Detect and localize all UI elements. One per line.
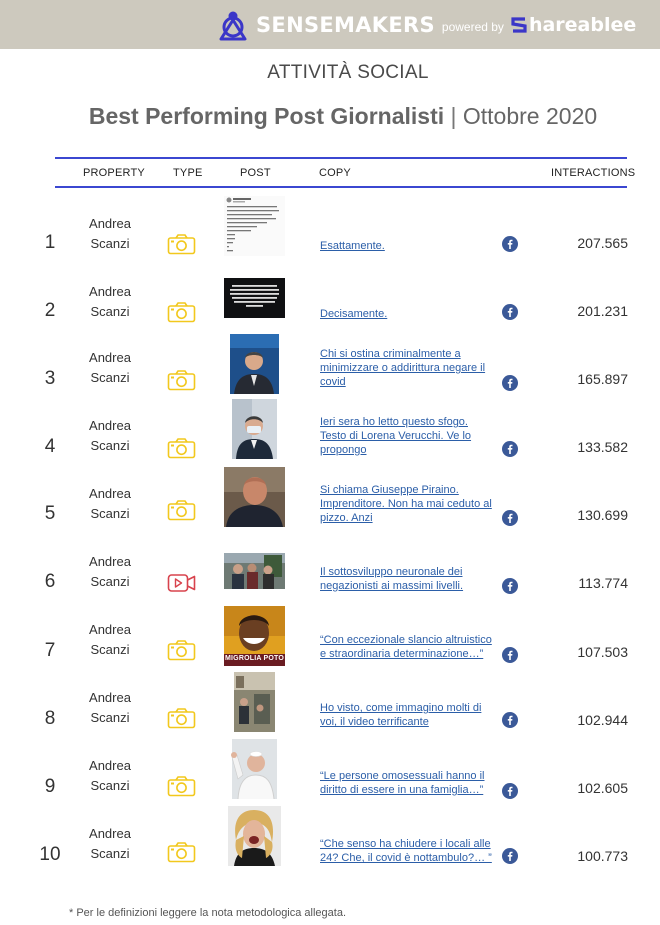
post-thumbnail[interactable] bbox=[224, 539, 285, 599]
rank-number: 8 bbox=[44, 708, 56, 729]
facebook-icon bbox=[502, 712, 518, 728]
facebook-icon bbox=[502, 578, 518, 594]
video-camera-icon bbox=[167, 572, 196, 594]
property-name: Andrea Scanzi bbox=[89, 350, 131, 385]
facebook-icon bbox=[502, 375, 518, 391]
title-main: Best Performing Post Giornalisti bbox=[88, 103, 445, 129]
column-header-property: PROPERTY bbox=[83, 167, 145, 179]
post-copy-link[interactable]: Il sottosviluppo neuronale dei negazionisti ai massimi livelli. bbox=[320, 566, 464, 592]
property-name: Andrea Scanzi bbox=[89, 622, 131, 657]
facebook-icon bbox=[502, 783, 518, 799]
table-row bbox=[0, 196, 660, 264]
partner-brand bbox=[510, 14, 636, 36]
post-copy-link[interactable]: “Che senso ha chiudere i locali alle 24? Che, il covid è nottambulo?… ” bbox=[320, 838, 492, 864]
post-thumbnail[interactable] bbox=[224, 196, 285, 256]
camera-icon bbox=[167, 437, 196, 459]
post-thumbnail[interactable] bbox=[224, 334, 285, 394]
camera-icon bbox=[167, 499, 196, 521]
header-top-rule bbox=[55, 157, 627, 159]
interactions-count: 113.774 bbox=[578, 575, 628, 591]
interactions-count: 165.897 bbox=[577, 371, 628, 387]
rank-number: 7 bbox=[44, 640, 56, 661]
post-copy-link[interactable]: Si chiama Giuseppe Piraino. Imprenditore. Non ha mai ceduto al pizzo. Anzi bbox=[320, 484, 492, 524]
post-copy-link[interactable]: Ieri sera ho letto questo sfogo. Testo di Lorena Verucchi. Ve lo propongo bbox=[320, 416, 472, 456]
camera-icon bbox=[167, 369, 196, 391]
camera-icon bbox=[167, 233, 196, 255]
rank-number: 5 bbox=[44, 503, 56, 524]
property-name: Andrea Scanzi bbox=[89, 216, 131, 251]
post-thumbnail[interactable] bbox=[224, 806, 285, 866]
table-row bbox=[0, 535, 660, 603]
interactions-count: 100.773 bbox=[577, 848, 628, 864]
post-copy-link[interactable]: Decisamente. bbox=[320, 308, 388, 320]
property-name: Andrea Scanzi bbox=[89, 418, 131, 453]
table-row bbox=[0, 467, 660, 535]
camera-icon bbox=[167, 639, 196, 661]
rank-number: 1 bbox=[44, 232, 56, 253]
rank-number: 3 bbox=[44, 368, 56, 389]
title-separator: | bbox=[450, 103, 457, 129]
facebook-icon bbox=[502, 510, 518, 526]
title-period: Ottobre 2020 bbox=[462, 103, 598, 129]
table-row bbox=[0, 604, 660, 672]
post-copy-link[interactable]: “Le persone omosessuali hanno il diritto di essere in una famiglia…” bbox=[320, 770, 485, 796]
column-header-copy: COPY bbox=[319, 167, 351, 179]
property-name: Andrea Scanzi bbox=[89, 826, 131, 861]
thumbnail-caption: MIGROLIA POTO bbox=[225, 655, 284, 662]
property-name: Andrea Scanzi bbox=[89, 690, 131, 725]
powered-by-label: powered by bbox=[441, 20, 504, 34]
rank-number: 4 bbox=[44, 436, 56, 457]
table-row bbox=[0, 808, 660, 876]
table-row bbox=[0, 740, 660, 808]
post-copy-link[interactable]: Ho visto, come immagino molti di voi, il video terrificante bbox=[320, 702, 482, 728]
interactions-count: 207.565 bbox=[577, 235, 628, 251]
header-bottom-rule bbox=[55, 186, 627, 188]
brand-header bbox=[216, 8, 636, 42]
column-header-post: POST bbox=[240, 167, 271, 179]
post-thumbnail[interactable] bbox=[224, 739, 285, 799]
column-header-interactions: INTERACTIONS bbox=[551, 167, 636, 179]
rank-number: 6 bbox=[44, 571, 56, 592]
facebook-icon bbox=[502, 647, 518, 663]
shareablee-logo-icon bbox=[510, 16, 528, 34]
interactions-count: 102.605 bbox=[577, 780, 628, 796]
facebook-icon bbox=[502, 304, 518, 320]
property-name: Andrea Scanzi bbox=[89, 284, 131, 319]
table-row bbox=[0, 672, 660, 740]
facebook-icon bbox=[502, 236, 518, 252]
interactions-count: 102.944 bbox=[577, 712, 628, 728]
property-name: Andrea Scanzi bbox=[89, 554, 131, 589]
post-thumbnail[interactable] bbox=[224, 268, 285, 328]
property-name: Andrea Scanzi bbox=[89, 486, 131, 521]
interactions-count: 133.582 bbox=[577, 439, 628, 455]
partner-name: hareablee bbox=[528, 14, 637, 36]
sensemakers-logo-icon bbox=[216, 8, 250, 42]
post-thumbnail[interactable] bbox=[224, 606, 285, 666]
rank-number: 2 bbox=[44, 300, 56, 321]
brand-name: SENSEMAKERS bbox=[256, 13, 435, 37]
top-bar bbox=[0, 0, 660, 49]
post-thumbnail[interactable] bbox=[224, 672, 285, 732]
interactions-count: 107.503 bbox=[577, 644, 628, 660]
post-copy-link[interactable]: “Con eccezionale slancio altruistico e straordinaria determinazione…” bbox=[320, 634, 492, 660]
table-row bbox=[0, 264, 660, 332]
interactions-count: 201.231 bbox=[577, 303, 628, 319]
rank-number: 10 bbox=[39, 844, 61, 865]
camera-icon bbox=[167, 775, 196, 797]
rank-number: 9 bbox=[44, 776, 56, 797]
camera-icon bbox=[167, 301, 196, 323]
post-copy-link[interactable]: Esattamente. bbox=[320, 240, 385, 252]
facebook-icon bbox=[502, 848, 518, 864]
property-name: Andrea Scanzi bbox=[89, 758, 131, 793]
table-row bbox=[0, 332, 660, 400]
interactions-count: 130.699 bbox=[577, 507, 628, 523]
facebook-icon bbox=[502, 441, 518, 457]
column-header-type: TYPE bbox=[173, 167, 203, 179]
footnote: * Per le definizioni leggere la nota metodologica allegata. bbox=[69, 907, 347, 919]
post-thumbnail[interactable] bbox=[224, 399, 285, 459]
section-title: ATTIVITÀ SOCIAL bbox=[267, 62, 429, 83]
table-row bbox=[0, 400, 660, 468]
camera-icon bbox=[167, 707, 196, 729]
post-thumbnail[interactable] bbox=[224, 467, 285, 527]
page-title bbox=[0, 103, 660, 130]
camera-icon bbox=[167, 841, 196, 863]
post-copy-link[interactable]: Chi si ostina criminalmente a minimizzare o addirittura negare il covid bbox=[320, 348, 486, 388]
